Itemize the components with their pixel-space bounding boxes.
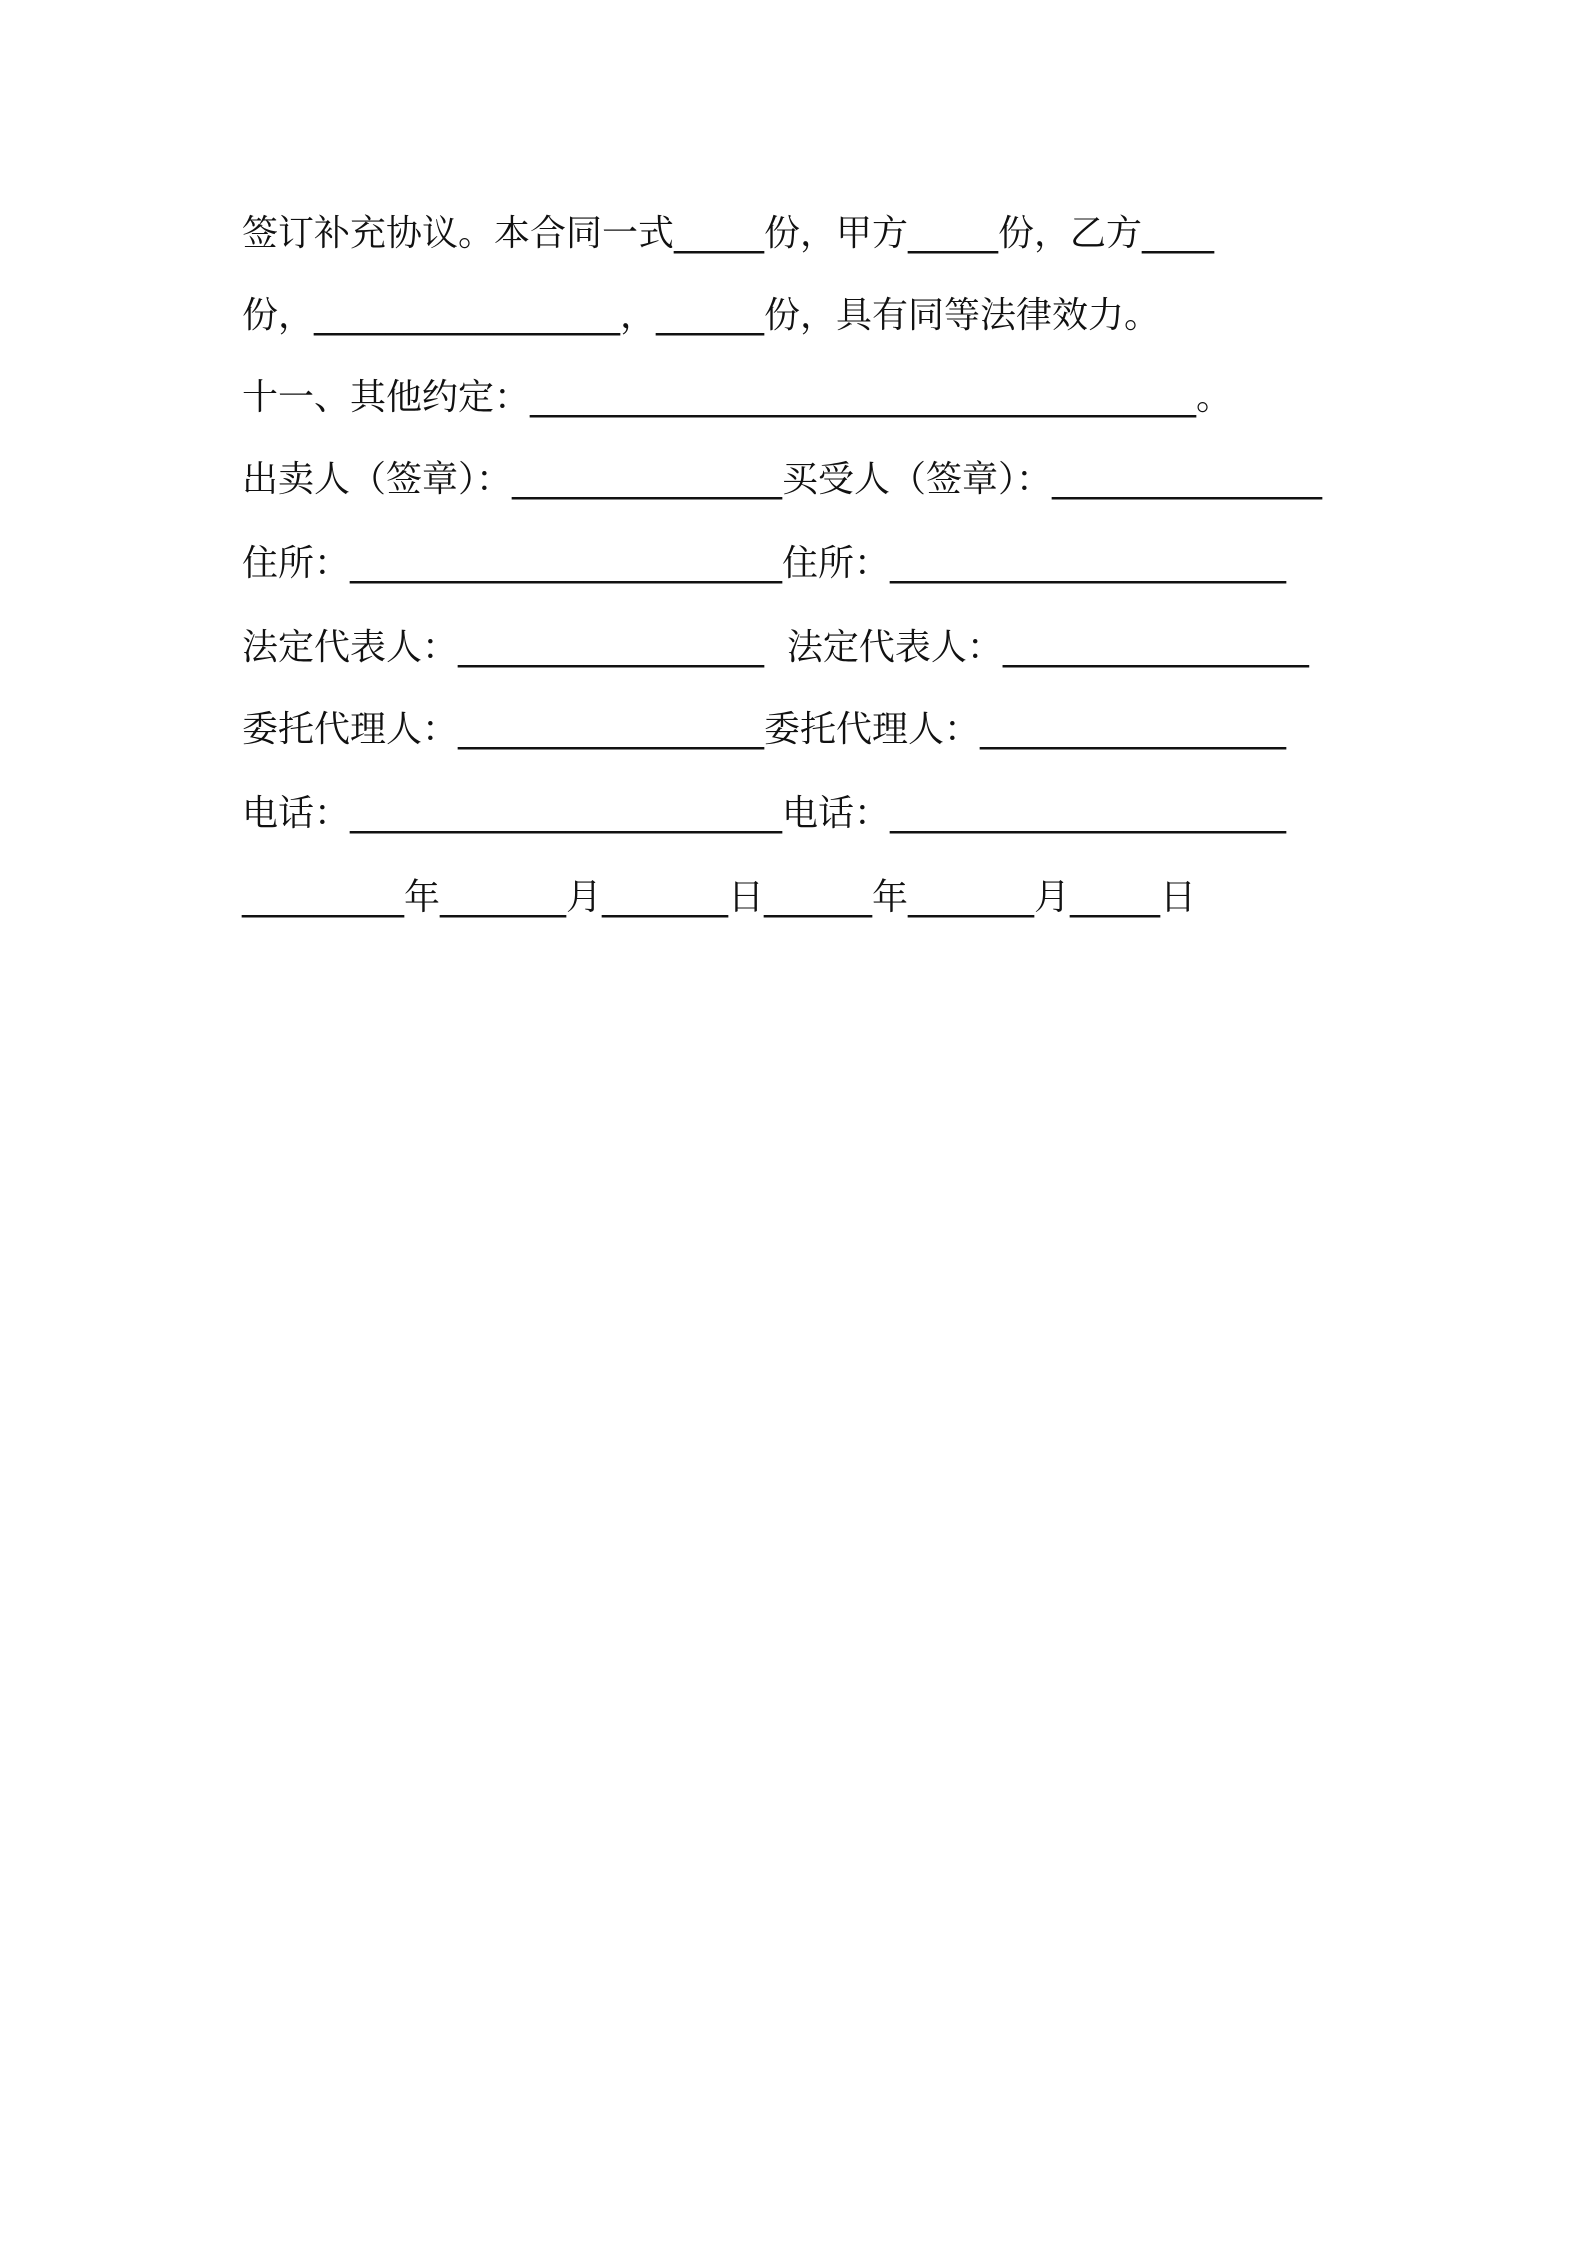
telephone-line: 电话：________________________电话：______________________ bbox=[242, 793, 1287, 834]
seller-buyer-signature-line: 出卖人（签章）：_______________买受人（签章）：_______________ bbox=[242, 459, 1323, 500]
authorized-agent-line: 委托代理人：_________________委托代理人：_________________ bbox=[242, 709, 1287, 750]
copies-clause-line: 签订补充协议。本合同一式_____份，甲方_____份，乙方____ bbox=[242, 213, 1215, 254]
address-line: 住所：________________________住所：______________________ bbox=[242, 543, 1287, 584]
legal-effect-line: 份，_________________，______份，具有同等法律效力。 bbox=[242, 295, 1161, 336]
legal-representative-line: 法定代表人：_________________ 法定代表人：_________________ bbox=[242, 627, 1309, 668]
other-agreements-line: 十一、其他约定：_____________________________________。 bbox=[242, 377, 1233, 418]
date-line: _________年_______月_______日______年_______月_____日 bbox=[242, 877, 1196, 918]
